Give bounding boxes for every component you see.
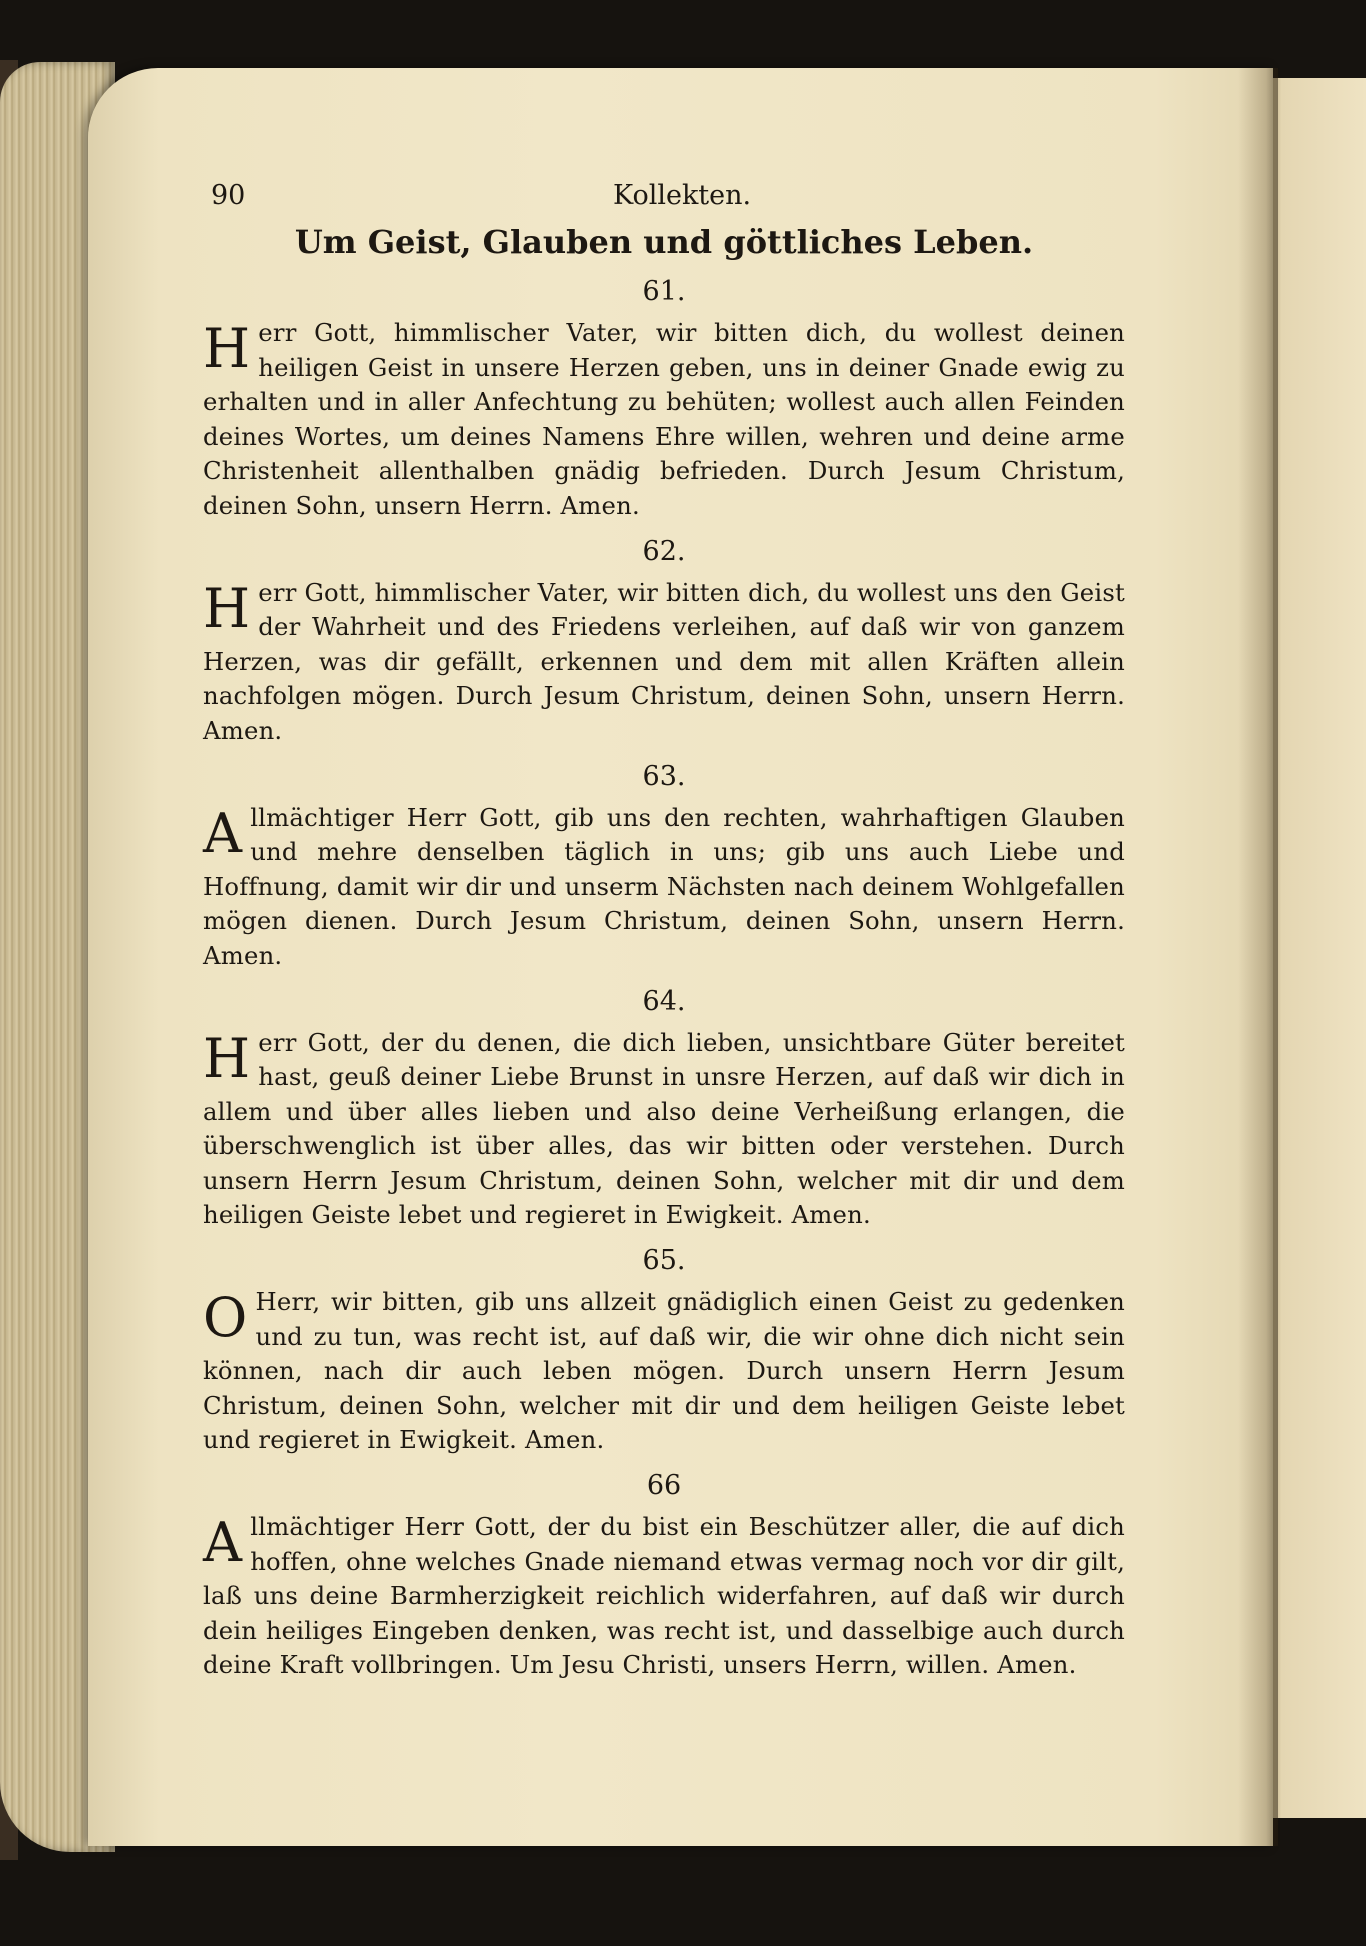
page-number: 90 — [211, 180, 246, 211]
prayer-65 — [203, 1243, 1125, 1458]
prayer-number: 65. — [642, 1245, 686, 1277]
drop-cap: H — [203, 1026, 251, 1090]
prayer-body: Herr, wir bitten, gib uns allzeit gnädiglich einen Geist zu gedenken und zu tun, was recht ist, auf daß wir, die wir ohne dich nicht sein können, nach dir auch leben mögen. Durch unsern Herrn Jesum Christum, deinen Sohn, welcher mit dir und dem heiligen Geiste lebet und regieret in Ewigkeit. Amen. — [203, 1287, 1125, 1455]
prayer-61 — [203, 274, 1125, 524]
prayer-64 — [203, 984, 1125, 1234]
prayer-number: 61. — [642, 276, 686, 307]
prayer-text — [203, 576, 1125, 749]
running-head — [203, 170, 1125, 214]
prayer-62 — [203, 534, 1125, 749]
drop-cap: O — [203, 1286, 248, 1350]
prayer-text — [203, 1026, 1125, 1234]
prayer-number: 64. — [642, 985, 686, 1017]
prayer-number: 62. — [642, 535, 686, 567]
prayer-body: err Gott, himmlischer Vater, wir bitten dich, du wollest uns den Geist der Wahrheit und des Friedens verleihen, auf daß wir von ganzem Herzen, was dir gefällt, erkennen und dem mit allen Kräften allein nachfolgen mögen. Durch Jesum Christum, deinen Sohn, unsern Herrn. Amen. — [203, 577, 1125, 745]
page-content — [203, 170, 1125, 1683]
drop-cap: A — [203, 801, 243, 865]
prayer-body: llmächtiger Herr Gott, gib uns den rechten, wahrhaftigen Glauben und mehre denselben täglich in uns; gib uns auch Liebe und Hoffnung, damit wir dir und unserm Nächsten nach deinem Wohlgefallen mögen dienen. Durch Jesum Christum, deinen Sohn, unsern Herrn. Amen. — [203, 802, 1125, 970]
prayer-body: err Gott, himmlischer Vater, wir bitten dich, du wollest deinen heiligen Geist in unsere Herzen geben, uns in deiner Gnade ewig zu erhalten und in aller Anfechtung zu behüten; wollest auch allen Feinden deines Wortes, um deines Namens Ehre willen, wehren und deine arme Christenheit allenthalben gnädig befrieden. Durch Jesum Christum, deinen Sohn, unsern Herrn. Amen. — [203, 318, 1125, 520]
running-title: Kollekten. — [613, 180, 752, 211]
prayer-body: err Gott, der du denen, die dich lieben, unsichtbare Güter bereitet hast, geuß deiner Liebe Brunst in unsre Herzen, auf daß wir dich in allem und über alles lieben und also deine Verheißung erlangen, die überschwenglich ist über alles, das wir bitten oder verstehen. Durch unsern Herrn Jesum Christum, deinen Sohn, welcher mit dir und dem heiligen Geiste lebet und regieret in Ewigkeit. Amen. — [203, 1027, 1125, 1230]
facing-page — [1270, 78, 1366, 1818]
drop-cap: H — [203, 317, 251, 380]
prayer-text — [203, 1510, 1125, 1683]
section-title: Um Geist, Glauben und göttliches Leben. — [294, 223, 1034, 261]
prayer-63 — [203, 759, 1125, 974]
prayer-66 — [203, 1468, 1125, 1683]
drop-cap: A — [203, 1511, 243, 1575]
prayer-text — [203, 801, 1125, 974]
prayer-body: llmächtiger Herr Gott, der du bist ein Beschützer aller, die auf dich hoffen, ohne welches Gnade niemand etwas vermag noch vor dir gilt, laß uns deine Barmherzigkeit reichlich widerfahren, auf daß wir durch dein heiliges Eingeben denken, was recht ist, und dasselbige auch durch deine Kraft vollbringen. Um Jesu Christi, unsers Herrn, willen. Amen. — [203, 1512, 1125, 1680]
gutter-shadow — [1238, 68, 1278, 1846]
prayer-number: 63. — [642, 760, 686, 792]
drop-cap: H — [203, 576, 251, 640]
prayer-text — [203, 316, 1125, 524]
prayer-text — [203, 1285, 1125, 1458]
prayer-number: 66 — [646, 1470, 682, 1502]
